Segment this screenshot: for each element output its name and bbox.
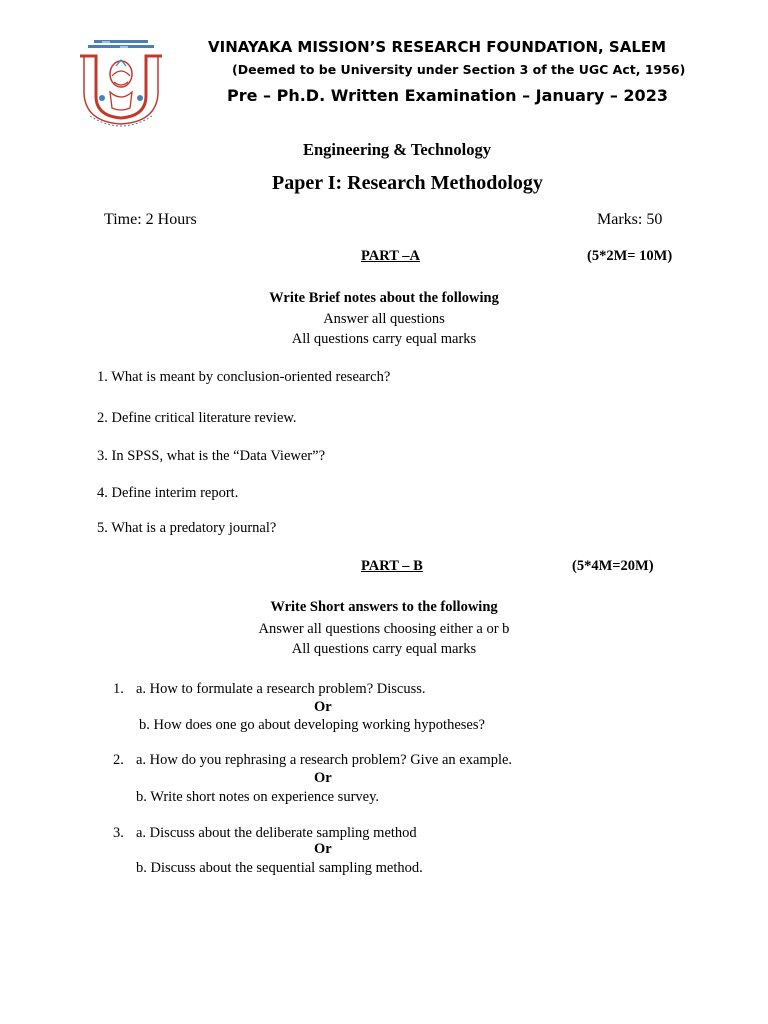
faculty-title: Engineering & Technology (303, 140, 491, 159)
question-number: 3. (113, 825, 124, 841)
question-option-a: a. How to formulate a research problem? Discuss. (136, 681, 426, 697)
or-separator: Or (314, 770, 332, 786)
question-option-b: b. How does one go about developing working hypotheses? (139, 717, 485, 733)
question-option-b: b. Discuss about the sequential sampling method. (136, 860, 423, 876)
part-b-note-1: Answer all questions choosing either a or b (258, 621, 510, 637)
or-separator: Or (314, 699, 332, 715)
part-a-note-1: Answer all questions (323, 311, 445, 327)
part-b-title: PART – B (361, 558, 423, 574)
exam-title: Pre – Ph.D. Written Examination – January – 2023 (227, 86, 668, 105)
deemed-university-note: (Deemed to be University under Section 3 of the UGC Act, 1956) (232, 62, 686, 77)
question-option-a: a. Discuss about the deliberate sampling method (136, 825, 417, 841)
list-item: 5. What is a predatory journal? (97, 520, 277, 536)
part-b-instruction: Write Short answers to the following (270, 599, 498, 615)
question-option-b: b. Write short notes on experience survey. (136, 789, 380, 805)
or-separator: Or (314, 841, 332, 857)
list-item: 2. Define critical literature review. (97, 410, 297, 426)
university-emblem-icon (74, 36, 168, 132)
part-a-note-2: All questions carry equal marks (291, 331, 477, 347)
part-a-marks: (5*2M= 10M) (587, 248, 673, 264)
time-label: Time: 2 Hours (104, 211, 197, 228)
list-item: 3. In SPSS, what is the “Data Viewer”? (97, 448, 325, 464)
question-option-a: a. How do you rephrasing a research problem? Give an example. (136, 752, 513, 768)
institution-name: VINAYAKA MISSION’S RESEARCH FOUNDATION, SALEM (208, 38, 667, 56)
question-number: 2. (113, 752, 124, 768)
part-a-instruction: Write Brief notes about the following (269, 290, 499, 306)
marks-label: Marks: 50 (597, 211, 663, 228)
list-item: 4. Define interim report. (97, 485, 239, 501)
part-b-marks: (5*4M=20M) (572, 558, 654, 574)
question-number: 1. (113, 681, 124, 697)
part-a-title: PART –A (361, 248, 420, 264)
part-b-note-2: All questions carry equal marks (291, 641, 477, 657)
paper-title: Paper I: Research Methodology (272, 172, 543, 194)
list-item: 1. What is meant by conclusion-oriented research? (97, 369, 391, 385)
